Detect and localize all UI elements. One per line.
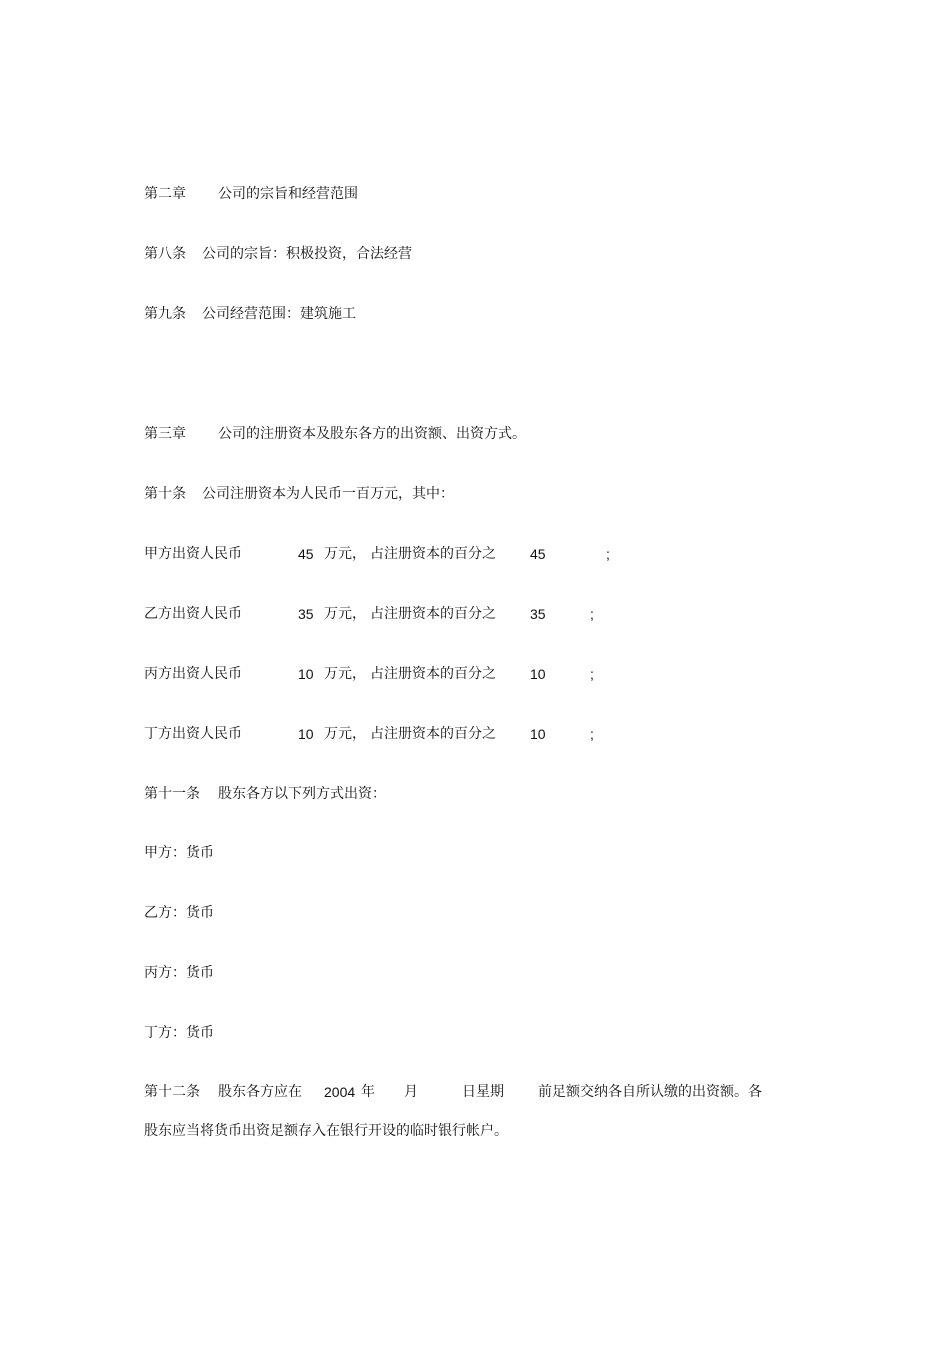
contribution-method: 丁方：货币 [144, 1025, 214, 1041]
contribution-method: 乙方：货币 [144, 905, 214, 921]
article-9-text: 公司经营范围：建筑施工 [202, 306, 356, 322]
capital-ratio-label: 占注册资本的百分之 [370, 726, 496, 742]
article-12-part2: 前足额交纳各自所认缴的出资额。各 [538, 1084, 762, 1100]
capital-party: 丁方出资人民币 [144, 726, 242, 742]
capital-amount: 10 [298, 666, 314, 682]
chapter-2-number: 第二章 [144, 186, 186, 202]
capital-ratio: 35 [530, 606, 546, 622]
chapter-2-title: 公司的宗旨和经营范围 [218, 186, 358, 202]
article-12-month: 月 [404, 1084, 418, 1100]
article-8-label: 第八条 [144, 246, 186, 262]
article-10-text: 公司注册资本为人民币一百万元，其中： [202, 486, 454, 502]
capital-party: 丙方出资人民币 [144, 666, 242, 682]
capital-unit: 万元， [324, 666, 366, 682]
capital-ratio-label: 占注册资本的百分之 [370, 546, 496, 562]
article-11-label: 第十一条 [144, 786, 200, 802]
capital-amount: 35 [298, 606, 314, 622]
contribution-method: 甲方：货币 [144, 845, 214, 861]
capital-party: 乙方出资人民币 [144, 606, 242, 622]
article-12-part1: 股东各方应在 [218, 1084, 302, 1100]
capital-amount: 10 [298, 726, 314, 742]
article-10-label: 第十条 [144, 486, 186, 502]
capital-party: 甲方出资人民币 [144, 546, 242, 562]
capital-amount: 45 [298, 546, 314, 562]
article-9-label: 第九条 [144, 306, 186, 322]
capital-ratio-label: 占注册资本的百分之 [370, 666, 496, 682]
article-12-year: 2004 [324, 1084, 356, 1100]
capital-end: ; [590, 666, 594, 682]
article-12-year-unit: 年 [361, 1084, 375, 1100]
article-8-text: 公司的宗旨：积极投资，合法经营 [202, 246, 412, 262]
capital-ratio-label: 占注册资本的百分之 [370, 606, 496, 622]
article-12-line-2: 股东应当将货币出资足额存入在银行开设的临时银行帐户。 [144, 1123, 508, 1139]
article-12-label: 第十二条 [144, 1084, 200, 1100]
capital-ratio: 45 [530, 546, 546, 562]
article-11-text: 股东各方以下列方式出资： [218, 786, 386, 802]
capital-end: ; [590, 606, 594, 622]
article-12-day: 日星期 [462, 1084, 504, 1100]
capital-end: ; [606, 546, 610, 562]
capital-unit: 万元， [324, 726, 366, 742]
capital-ratio: 10 [530, 666, 546, 682]
capital-ratio: 10 [530, 726, 546, 742]
capital-unit: 万元， [324, 546, 366, 562]
contribution-method: 丙方：货币 [144, 965, 214, 981]
chapter-3-title: 公司的注册资本及股东各方的出资额、出资方式。 [218, 426, 526, 442]
chapter-3-number: 第三章 [144, 426, 186, 442]
capital-end: ; [590, 726, 594, 742]
capital-unit: 万元， [324, 606, 366, 622]
